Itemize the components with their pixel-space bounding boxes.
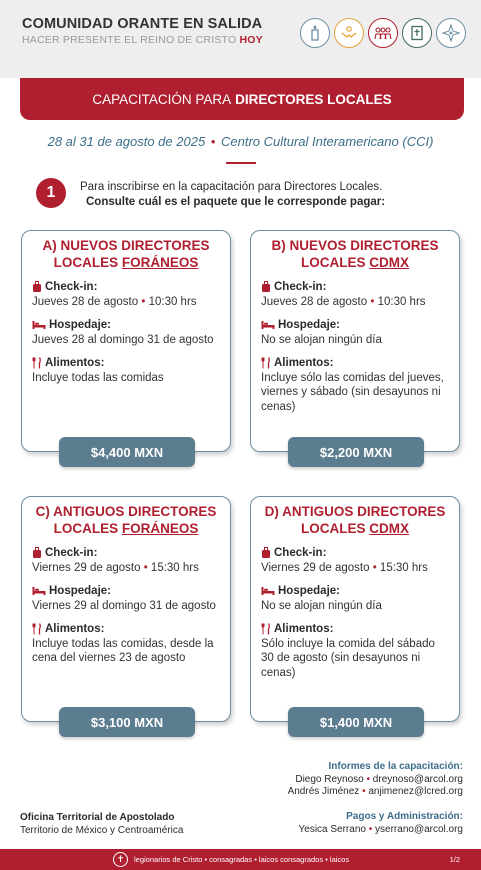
bed-icon	[32, 320, 46, 330]
email-link[interactable]: yserrano@arcol.org	[375, 823, 463, 835]
meals-field: Alimentos: Incluye todas las comidas	[32, 357, 164, 384]
bed-icon	[32, 586, 46, 596]
email-link[interactable]: anjimenez@lcred.org	[368, 786, 463, 797]
divider	[226, 162, 256, 164]
title-banner: CAPACITACIÓN PARA DIRECTORES LOCALES	[20, 78, 464, 120]
price-tag: $4,400 MXN	[59, 437, 195, 467]
lodging-field: Hospedaje: No se alojan ningún día	[261, 319, 382, 346]
checkin-field: Check-in: Viernes 29 de agosto • 15:30 hrs	[261, 547, 428, 574]
luggage-icon	[261, 547, 271, 559]
price-tag: $1,400 MXN	[288, 707, 424, 737]
package-card-c	[21, 496, 231, 730]
bed-icon	[261, 320, 275, 330]
payment-heading: Pagos y Administración:	[346, 811, 463, 822]
payment-contacts	[299, 811, 464, 836]
bible-icon	[402, 18, 432, 48]
package-title: D) ANTIGUOS DIRECTORES LOCALES CDMX	[264, 504, 446, 536]
office-territory: Territorio de México y Centroamérica	[20, 824, 184, 836]
brand-title: COMUNIDAD ORANTE EN SALIDA	[22, 16, 263, 32]
step-instructions: Para inscribirse en la capacitación para Directores Locales. Consulte cuál es el paquete que le corresponde pagar:	[80, 181, 386, 208]
contact-line: Yesica Serrano • yserrano@arcol.org	[298, 823, 463, 835]
footer-bar	[0, 849, 481, 870]
people-icon	[368, 18, 398, 48]
utensils-icon	[261, 357, 271, 369]
meals-field: Alimentos: Sólo incluye la comida del sábado 30 de agosto (sin desayunos ni cenas)	[261, 623, 435, 679]
luggage-icon	[32, 281, 42, 293]
office-info	[20, 812, 183, 837]
footer-text: legionarios de Cristo • consagradas • laicos consagrados • laicos	[134, 855, 350, 864]
lodging-field: Hospedaje: Viernes 29 al domingo 31 de agosto	[32, 585, 216, 612]
brand-subtitle-highlight: HOY	[239, 34, 263, 46]
office-name: Oficina Territorial de Apostolado	[20, 812, 175, 823]
package-card-d	[250, 496, 460, 730]
candle-icon	[300, 18, 330, 48]
checkin-field: Check-in: Jueves 28 de agosto • 10:30 hrs	[32, 281, 197, 308]
luggage-icon	[32, 547, 42, 559]
contact-line: Diego Reynoso • dreynoso@arcol.org	[295, 773, 463, 785]
utensils-icon	[32, 623, 42, 635]
meals-field: Alimentos: Incluye todas las comidas, desde la cena del viernes 23 de agosto	[32, 623, 214, 664]
contact-line: Andrés Jiménez • anjimenez@lcred.org	[287, 786, 463, 797]
package-card-b	[250, 230, 460, 460]
package-title: A) NUEVOS DIRECTORES LOCALES FORÁNEOS	[42, 238, 210, 270]
package-title: C) ANTIGUOS DIRECTORES LOCALES FORÁNEOS	[35, 504, 217, 536]
hands-icon	[334, 18, 364, 48]
checkin-field: Check-in: Jueves 28 de agosto • 10:30 hrs	[261, 281, 426, 308]
lodging-field: Hospedaje: Jueves 28 al domingo 31 de agosto	[32, 319, 214, 346]
brand-subtitle: HACER PRESENTE EL REINO DE CRISTO HOY	[22, 34, 263, 46]
luggage-icon	[261, 281, 271, 293]
utensils-icon	[32, 357, 42, 369]
compass-icon	[436, 18, 466, 48]
package-title: B) NUEVOS DIRECTORES LOCALES CDMX	[271, 238, 439, 270]
price-tag: $3,100 MXN	[59, 707, 195, 737]
email-link[interactable]: dreynoso@arcol.org	[372, 773, 463, 785]
page-number: 1/2	[449, 855, 460, 864]
cross-logo-icon: ✝	[113, 852, 128, 867]
package-card-a	[21, 230, 231, 460]
header	[0, 0, 481, 78]
lodging-field: Hospedaje: No se alojan ningún día	[261, 585, 382, 612]
info-heading: Informes de la capacitación:	[328, 761, 463, 772]
meals-field: Alimentos: Incluye sólo las comidas del jueves, viernes y sábado (sin desayunos ni cenas)	[261, 357, 444, 413]
checkin-field: Check-in: Viernes 29 de agosto • 15:30 hrs	[32, 547, 199, 574]
event-dates: 28 al 31 de agosto de 2025 • Centro Cultural Interamericano (CCI)	[47, 134, 434, 149]
utensils-icon	[261, 623, 271, 635]
banner-bold: DIRECTORES LOCALES	[235, 91, 392, 107]
price-tag: $2,200 MXN	[288, 437, 424, 467]
bed-icon	[261, 586, 275, 596]
info-contacts	[288, 761, 463, 799]
pillar-icons	[300, 18, 466, 48]
step-number-badge: 1	[36, 178, 66, 208]
